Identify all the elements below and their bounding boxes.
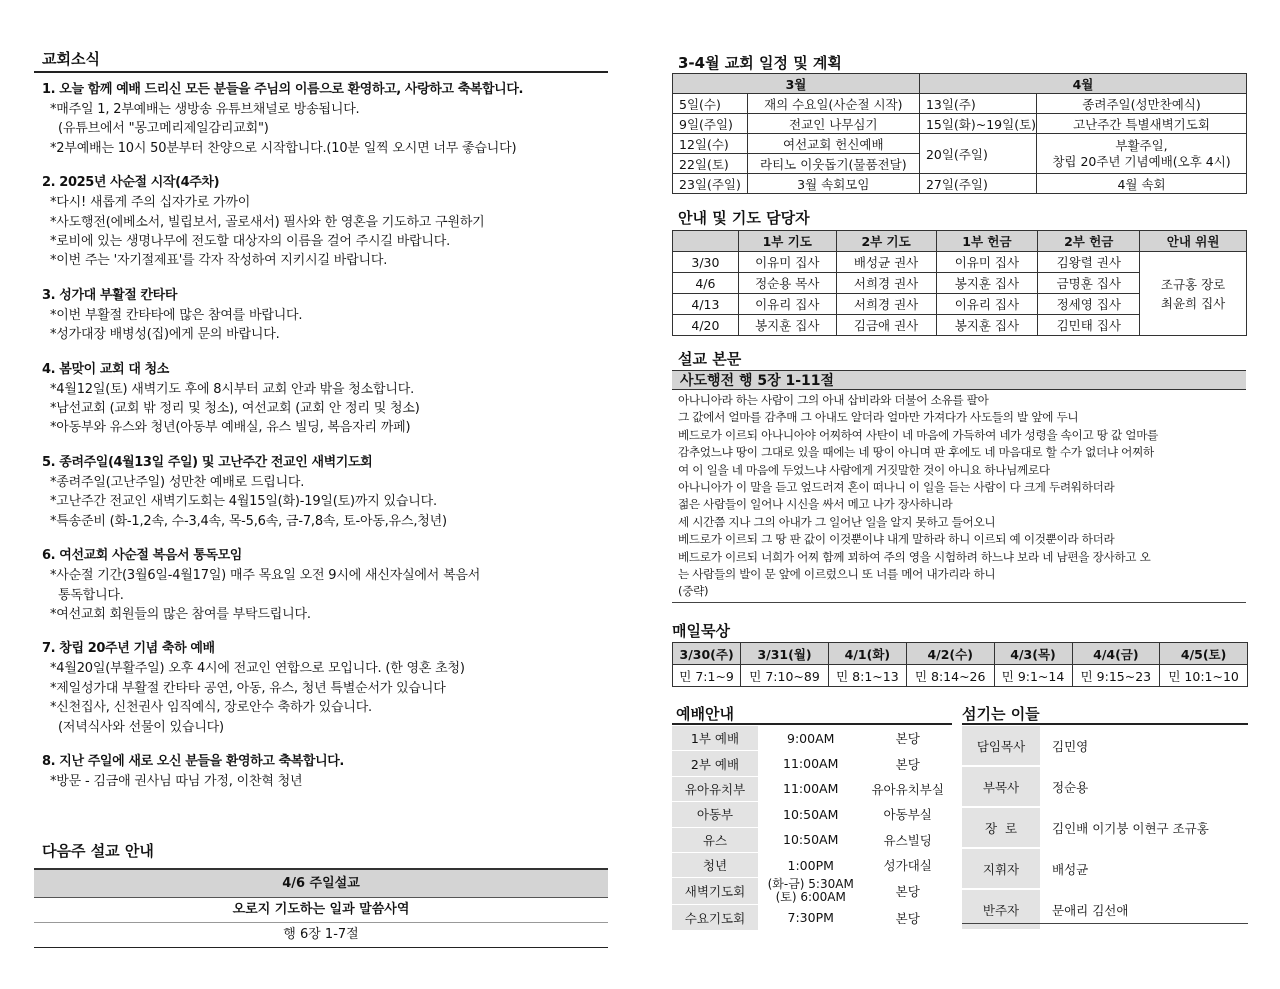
worship-time: 11:00AM: [758, 776, 863, 801]
news-line: *다시! 새롭게 주의 십자가로 가까이: [50, 195, 251, 211]
news-item: [42, 546, 608, 624]
daily-reading: 민 8:14~26: [906, 665, 994, 687]
news-line: *제일성가대 부활절 칸타타 공연, 아동, 유스, 청년 특별순서가 있습니다: [50, 680, 446, 696]
worship-time: 10:50AM: [758, 827, 863, 852]
worship-place: 유아유치부실: [863, 776, 952, 801]
next-sermon-title: 다음주 설교 안내: [42, 842, 154, 860]
daily-day: 4/1(화): [828, 643, 906, 665]
prayer-header-row: [673, 231, 1247, 252]
prayer-cell: 서희경 권사: [836, 273, 936, 294]
news-line: *신천집사, 신천권사 임직예식, 장로안수 축하가 있습니다.: [50, 700, 372, 716]
schedule-event: 재의 수요일(사순절 시작): [747, 94, 919, 114]
news-line: *특송준비 (화-1,2속, 수-3,4속, 목-5,6속, 금-7,8속, 토-아동,유스,청년): [50, 513, 447, 529]
prayer-cell: 배성균 권사: [836, 252, 936, 273]
prayer-header: 1부 기도: [738, 231, 836, 252]
news-item: [42, 752, 608, 791]
server-role: 장 로: [962, 807, 1040, 848]
table-row: [672, 878, 952, 905]
next-sermon-header: 4/6 주일설교: [34, 868, 608, 898]
usher-name: 조규홍 장로: [1160, 276, 1226, 292]
worship-name: 1부 예배: [672, 726, 758, 751]
sermon-line: 는 사람들의 발이 문 앞에 이르렀으니 또 너를 메어 내가리라 하니: [678, 567, 996, 582]
news-item: [42, 173, 608, 271]
server-names: 정순용: [1040, 766, 1248, 807]
schedule-event: 3월 속회모임: [747, 174, 919, 194]
prayer-cell: 이유미 집사: [738, 252, 836, 273]
worship-name: 유아유치부: [672, 776, 758, 801]
schedule-date: 5일(수): [673, 94, 748, 114]
worship-place: 아동부실: [863, 802, 952, 827]
next-sermon-passage: 행 6장 1-7절: [34, 923, 608, 948]
schedule-date: 13일(주): [919, 94, 1036, 114]
servers-title: 섬기는 이들: [962, 705, 1040, 723]
prayer-date: 3/30: [673, 252, 739, 273]
schedule-date: 20일(주일): [919, 134, 1036, 174]
news-line: *방문 - 김금애 권사님 따님 가정, 이찬혁 청년: [50, 773, 303, 789]
prayer-cell: 이유미 집사: [936, 252, 1038, 273]
worship-time: 9:00AM: [758, 726, 863, 751]
daily-day: 4/2(수): [906, 643, 994, 665]
prayer-cell: 김금애 권사: [836, 315, 936, 336]
news-line: *2부예배는 10시 50분부터 찬양으로 시작합니다.(10분 일찍 오시면 너무 좋습니다): [50, 140, 517, 156]
schedule-title: 3-4월 교회 일정 및 계획: [678, 54, 842, 72]
news-list: [42, 80, 608, 806]
table-row: [672, 726, 952, 751]
worship-name: 새벽기도회: [672, 878, 758, 905]
table-row: [672, 827, 952, 852]
news-line: *매주일 1, 2부예배는 생방송 유튜브채널로 방송됩니다.: [50, 102, 360, 117]
schedule-event: 고난주간 특별새벽기도회: [1037, 114, 1247, 134]
news-item-title: 6. 여선교회 사순절 복음서 통독모임: [42, 548, 242, 564]
worship-name: 아동부: [672, 802, 758, 827]
prayer-header: [673, 231, 739, 252]
news-item-title: 2. 2025년 사순절 시작(4주차): [42, 175, 220, 191]
schedule-month-april: 4월: [919, 74, 1246, 94]
schedule-date: 12일(수): [673, 134, 748, 154]
prayer-header: 안내 위원: [1140, 231, 1247, 252]
news-line: *4월20일(부활주일) 오후 4시에 전교인 연합으로 모입니다. (한 영혼 초청): [50, 661, 465, 677]
prayer-cell: 서희경 권사: [836, 294, 936, 315]
schedule-date: 15일(화)~19일(토): [919, 114, 1036, 134]
news-item-title: 8. 지난 주일에 새로 오신 분들을 환영하고 축복합니다.: [42, 753, 344, 769]
worship-divider: [672, 723, 952, 725]
sermon-line: 베드로가 이르되 너희가 어찌 함께 꾀하여 주의 영을 시험하려 하느냐 보라 네 남편을 장사하고 오: [678, 549, 1151, 564]
table-row: [673, 94, 1247, 114]
table-row: [672, 905, 952, 930]
server-role: 부목사: [962, 766, 1040, 807]
daily-header-row: [673, 643, 1248, 665]
daily-day: 4/3(목): [994, 643, 1072, 665]
prayer-cell: 봉지훈 집사: [936, 315, 1038, 336]
news-line: *고난주간 전교인 새벽기도회는 4월15일(화)-19일(토)까지 있습니다.: [50, 494, 437, 510]
table-row: [962, 848, 1248, 889]
table-row: [962, 766, 1248, 807]
prayer-cell: 봉지훈 집사: [738, 315, 836, 336]
worship-time: (토) 6:00AM: [775, 890, 846, 905]
worship-time: (화-금) 5:30AM: [767, 877, 854, 892]
table-row: [673, 252, 1247, 273]
servers-table: [962, 726, 1248, 931]
sermon-line: 젊은 사람들이 일어나 시신을 싸서 메고 나가 장사하니라: [678, 497, 953, 512]
schedule-event-line: 부활주일,: [1115, 137, 1168, 153]
table-row: [672, 776, 952, 801]
news-item: [42, 80, 608, 158]
worship-time: 7:30PM: [758, 905, 863, 930]
sermon-line: 감추었느냐 땅이 그대로 있을 때에는 네 땅이 아니며 판 후에도 네 마음대로 할 수가 없더냐 어찌하: [678, 445, 1154, 460]
news-title: 교회소식: [42, 50, 100, 68]
schedule-date: 23일(주일): [673, 174, 748, 194]
table-row: [672, 802, 952, 827]
prayer-date: 4/13: [673, 294, 739, 315]
news-line: *사도행전(에베소서, 빌립보서, 골로새서) 필사와 한 영혼을 기도하고 구원하기: [50, 214, 485, 230]
worship-table: [672, 726, 952, 931]
server-names: 김민영: [1040, 726, 1248, 766]
table-row: [673, 134, 1247, 154]
table-row: [673, 114, 1247, 134]
sermon-line: 아나니아라 하는 사람이 그의 아내 삽비라와 더불어 소유를 팔아: [678, 393, 989, 407]
prayer-cell: 정세영 집사: [1038, 294, 1140, 315]
news-line: *아동부와 유스와 청년(아동부 예배실, 유스 빌딩, 복음자리 까페): [50, 420, 411, 436]
worship-time: 11:00AM: [758, 751, 863, 776]
schedule-month-march: 3월: [673, 74, 920, 94]
news-item-title: 5. 종려주일(4월13일 주일) 및 고난주간 전교인 새벽기도회: [42, 454, 373, 470]
prayer-cell: 정순용 목사: [738, 273, 836, 294]
worship-place: 본당: [863, 726, 952, 751]
daily-reading: 민 7:1~9: [673, 665, 741, 687]
news-item-title: 1. 오늘 함께 예배 드리신 모든 분들을 주님의 이름으로 환영하고, 사랑하고 축복합니다.: [42, 82, 524, 97]
daily-day: 4/4(금): [1072, 643, 1160, 665]
prayer-table: [672, 230, 1247, 336]
table-row: [673, 665, 1248, 687]
ushers-cell: [1140, 252, 1247, 336]
server-role: 지휘자: [962, 848, 1040, 889]
sermon-line: 여 이 일을 네 마음에 두었느냐 사람에게 거짓말한 것이 아니요 하나님께로다: [678, 462, 1050, 477]
worship-name: 유스: [672, 827, 758, 852]
sermon-line: 그 값에서 얼마를 감추매 그 아내도 알더라 얼마만 가져다가 사도들의 발 앞에 두니: [678, 410, 1079, 425]
worship-time-multiline: [758, 878, 863, 905]
schedule-date: 9일(주일): [673, 114, 748, 134]
news-line: 통독합니다.: [58, 587, 124, 603]
daily-title: 매일묵상: [672, 622, 730, 640]
daily-reading: 민 10:1~10: [1160, 665, 1248, 687]
prayer-cell: 김민태 집사: [1038, 315, 1140, 336]
schedule-date: 22일(토): [673, 154, 748, 174]
sermon-line: 아나니아가 이 말을 듣고 엎드러져 혼이 떠나니 이 일을 듣는 사람이 다 크게 두려워하더라: [678, 480, 1115, 495]
worship-place: 성가대실: [863, 852, 952, 877]
table-row: [962, 807, 1248, 848]
schedule-event: 4월 속회: [1037, 174, 1247, 194]
prayer-date: 4/6: [673, 273, 739, 294]
worship-name: 2부 예배: [672, 751, 758, 776]
news-line: *종려주일(고난주일) 성만찬 예배로 드립니다.: [50, 474, 305, 490]
sermon-line: (중략): [678, 584, 709, 599]
news-item-title: 3. 성가대 부활절 칸타타: [42, 287, 177, 303]
prayer-header: 1부 헌금: [936, 231, 1038, 252]
worship-place: 유스빌딩: [863, 827, 952, 852]
schedule-event: 종려주일(성만찬예식): [1037, 94, 1247, 114]
daily-day: 3/31(월): [741, 643, 829, 665]
daily-reading: 민 7:10~89: [741, 665, 829, 687]
worship-place: 본당: [863, 905, 952, 930]
news-line: *남선교회 (교회 밖 정리 및 청소), 여선교회 (교회 안 정리 및 청소): [50, 401, 420, 417]
schedule-event: 여선교회 헌신예배: [747, 134, 919, 154]
worship-name: 수요기도회: [672, 905, 758, 930]
prayer-cell: 이유리 집사: [738, 294, 836, 315]
schedule-event: 전교인 나무심기: [747, 114, 919, 134]
news-line: *이번 부활절 칸타타에 많은 참여를 바랍니다.: [50, 307, 303, 323]
servers-divider: [962, 723, 1248, 725]
news-divider: [34, 71, 608, 73]
daily-reading: 민 8:1~13: [828, 665, 906, 687]
daily-reading: 민 9:1~14: [994, 665, 1072, 687]
sermon-divider: [672, 602, 1246, 603]
prayer-date: 4/20: [673, 315, 739, 336]
news-line: *4월12일(토) 새벽기도 후에 8시부터 교회 안과 밖을 청소합니다.: [50, 381, 415, 397]
news-line: *이번 주는 '자기절제표'를 각자 작성하여 지키시길 바랍니다.: [50, 253, 388, 269]
news-line: *성가대장 배병성(집)에게 문의 바랍니다.: [50, 327, 280, 343]
prayer-cell: 봉지훈 집사: [936, 273, 1038, 294]
schedule-table: [672, 73, 1247, 194]
sermon-line: 베드로가 이르되 아나니아야 어찌하여 사탄이 네 마음에 가득하여 네가 성령을 속이고 땅 값 얼마를: [678, 427, 1158, 442]
schedule-date: 27일(주일): [919, 174, 1036, 194]
worship-time: 10:50AM: [758, 802, 863, 827]
prayer-header: 2부 기도: [836, 231, 936, 252]
daily-day: 3/30(주): [673, 643, 741, 665]
prayer-cell: 금명훈 집사: [1038, 273, 1140, 294]
news-line: (저녁식사와 선물이 있습니다): [58, 719, 224, 735]
news-item-title: 4. 봄맞이 교회 대 청소: [42, 361, 169, 377]
worship-place: 본당: [863, 878, 952, 905]
prayer-title: 안내 및 기도 담당자: [678, 209, 810, 227]
prayer-header: 2부 헌금: [1038, 231, 1140, 252]
prayer-cell: 이유리 집사: [936, 294, 1038, 315]
daily-table: [672, 642, 1248, 687]
news-line: *여선교회 회원들의 많은 참여를 부탁드립니다.: [50, 606, 311, 622]
news-item-title: 7. 창립 20주년 기념 축하 예배: [42, 641, 215, 657]
table-row: [672, 751, 952, 776]
sermon-passage: 사도행전 행 5장 1-11절: [672, 370, 1246, 390]
news-line: *사순절 기간(3월6일-4월17일) 매주 목요일 오전 9시에 새신자실에서 복음서: [50, 568, 481, 584]
news-item: [42, 639, 608, 737]
worship-place: 본당: [863, 751, 952, 776]
news-line: (유튜브에서 "몽고메리제일감리교회"): [58, 121, 269, 137]
news-item: [42, 453, 608, 531]
news-item: [42, 360, 608, 438]
table-row: [962, 726, 1248, 766]
server-names: 문애리 김선애: [1040, 889, 1248, 930]
worship-name: 청년: [672, 852, 758, 877]
schedule-event-line: 창립 20주년 기념예배(오후 4시): [1052, 153, 1231, 169]
sermon-line: 세 시간쯤 지나 그의 아내가 그 일어난 일을 알지 못하고 들어오니: [678, 514, 996, 529]
server-role: 반주자: [962, 889, 1040, 930]
worship-time: 1:00PM: [758, 852, 863, 877]
daily-reading: 민 9:15~23: [1072, 665, 1160, 687]
schedule-event-multiline: [1037, 134, 1247, 174]
next-sermon-name: 오로지 기도하는 일과 말씀사역: [34, 898, 608, 923]
news-item: [42, 286, 608, 345]
schedule-event: 라티노 이웃돕기(물품전달): [747, 154, 919, 174]
server-role: 담임목사: [962, 726, 1040, 766]
next-sermon-box: [34, 868, 608, 948]
prayer-cell: 김왕렬 권사: [1038, 252, 1140, 273]
schedule-header-row: [673, 74, 1247, 94]
worship-title: 예배안내: [676, 705, 734, 723]
server-names: 배성균: [1040, 848, 1248, 889]
server-names: 김인배 이기붕 이현구 조규홍: [1040, 807, 1248, 848]
table-row: [672, 852, 952, 877]
table-row: [673, 174, 1247, 194]
usher-name: 최윤희 집사: [1160, 295, 1226, 311]
sermon-text: [678, 392, 1248, 601]
daily-day: 4/5(토): [1160, 643, 1248, 665]
news-line: *로비에 있는 생명나무에 전도할 대상자의 이름을 걸어 주시길 바랍니다.: [50, 234, 451, 250]
sermon-line: 베드로가 이르되 그 땅 판 값이 이것뿐이냐 내게 말하라 하니 이르되 예 이것뿐이라 하더라: [678, 532, 1115, 547]
sermon-title: 설교 본문: [678, 350, 742, 368]
servers-bottom-rule: [962, 923, 1248, 924]
